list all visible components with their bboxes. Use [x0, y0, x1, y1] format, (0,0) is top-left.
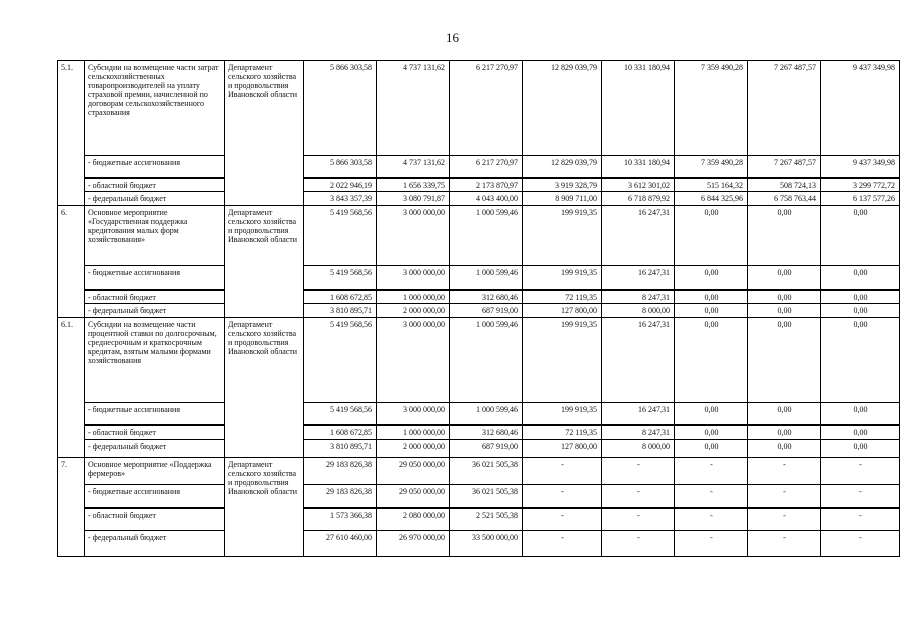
value-cell: 4 737 131,62	[377, 156, 450, 178]
value-cell: 8 000,00	[602, 439, 675, 457]
value-cell: 9 437 349,98	[821, 61, 900, 156]
value-cell: 1 656 339,75	[377, 178, 450, 192]
value-cell: 2 173 870,97	[450, 178, 523, 192]
table-row-main	[58, 206, 900, 266]
value-cell: 0,00	[821, 266, 900, 290]
value-cell: 199 919,35	[523, 266, 602, 290]
value-cell: 2 000 000,00	[377, 303, 450, 317]
value-cell: 5 866 303,58	[304, 61, 377, 156]
value-cell: -	[602, 484, 675, 508]
value-cell: -	[523, 508, 602, 530]
table-row-main	[58, 457, 900, 484]
value-cell: 0,00	[675, 317, 748, 402]
value-cell: 3 612 301,02	[602, 178, 675, 192]
value-cell: 6 758 763,44	[748, 192, 821, 206]
value-cell: -	[675, 508, 748, 530]
value-cell: 10 331 180,94	[602, 61, 675, 156]
value-cell: 2 000 000,00	[377, 439, 450, 457]
value-cell: 0,00	[675, 439, 748, 457]
value-cell: 4 043 400,00	[450, 192, 523, 206]
value-cell: 1 000 599,46	[450, 317, 523, 402]
item-number: 6.	[58, 206, 85, 318]
value-cell: -	[821, 457, 900, 484]
value-cell: 8 247,31	[602, 425, 675, 439]
table-row	[58, 530, 900, 556]
value-cell: 36 021 505,38	[450, 484, 523, 508]
department: Департамент сельского хозяйства и продовольствия Ивановской области	[225, 61, 304, 206]
value-cell: 0,00	[675, 290, 748, 304]
value-cell: 6 844 325,96	[675, 192, 748, 206]
value-cell: -	[602, 530, 675, 556]
value-cell: 0,00	[821, 303, 900, 317]
value-cell: 6 718 879,92	[602, 192, 675, 206]
row-label: - областной бюджет	[85, 290, 225, 304]
value-cell: 199 919,35	[523, 317, 602, 402]
value-cell: 8 909 711,00	[523, 192, 602, 206]
value-cell: 1 000 599,46	[450, 402, 523, 425]
row-label: - бюджетные ассигнования	[85, 484, 225, 508]
table-body	[58, 61, 900, 557]
value-cell: -	[602, 508, 675, 530]
value-cell: -	[821, 508, 900, 530]
value-cell: 3 810 895,71	[304, 439, 377, 457]
value-cell: 8 000,00	[602, 303, 675, 317]
row-label: - бюджетные ассигнования	[85, 156, 225, 178]
value-cell: 0,00	[821, 290, 900, 304]
value-cell: 27 610 460,00	[304, 530, 377, 556]
item-number: 7.	[58, 457, 85, 556]
value-cell: 7 267 487,57	[748, 61, 821, 156]
value-cell: -	[748, 508, 821, 530]
table-row	[58, 290, 900, 304]
value-cell: 0,00	[821, 402, 900, 425]
item-title: Субсидии на возмещение части процентной ставки по долгосрочным, среднесрочным и краткосрочным кредитам, взятым малыми формами хозяйствования	[85, 317, 225, 402]
table-row	[58, 303, 900, 317]
value-cell: 127 800,00	[523, 303, 602, 317]
value-cell: 9 437 349,98	[821, 156, 900, 178]
value-cell: 0,00	[748, 439, 821, 457]
value-cell: 3 000 000,00	[377, 206, 450, 266]
value-cell: -	[748, 530, 821, 556]
value-cell: 16 247,31	[602, 266, 675, 290]
value-cell: 127 800,00	[523, 439, 602, 457]
value-cell: 1 000 000,00	[377, 425, 450, 439]
value-cell: 0,00	[675, 425, 748, 439]
value-cell: 29 183 826,38	[304, 457, 377, 484]
table-row	[58, 178, 900, 192]
value-cell: -	[748, 484, 821, 508]
value-cell: 1 000 599,46	[450, 266, 523, 290]
row-label: - областной бюджет	[85, 508, 225, 530]
value-cell: 3 299 772,72	[821, 178, 900, 192]
value-cell: -	[821, 530, 900, 556]
value-cell: 0,00	[675, 303, 748, 317]
table-row	[58, 484, 900, 508]
value-cell: 3 080 791,87	[377, 192, 450, 206]
value-cell: 0,00	[748, 317, 821, 402]
value-cell: 26 970 000,00	[377, 530, 450, 556]
value-cell: -	[821, 484, 900, 508]
value-cell: 0,00	[675, 402, 748, 425]
value-cell: 199 919,35	[523, 206, 602, 266]
value-cell: 2 022 946,19	[304, 178, 377, 192]
row-label: - областной бюджет	[85, 425, 225, 439]
value-cell: 5 419 568,56	[304, 402, 377, 425]
value-cell: 6 137 577,26	[821, 192, 900, 206]
row-label: - федеральный бюджет	[85, 192, 225, 206]
value-cell: -	[523, 530, 602, 556]
value-cell: 72 119,35	[523, 290, 602, 304]
table-row	[58, 402, 900, 425]
value-cell: 16 247,31	[602, 317, 675, 402]
table-row	[58, 425, 900, 439]
value-cell: 5 419 568,56	[304, 266, 377, 290]
value-cell: 687 919,00	[450, 439, 523, 457]
value-cell: 2 080 000,00	[377, 508, 450, 530]
value-cell: -	[675, 530, 748, 556]
value-cell: 1 608 672,85	[304, 290, 377, 304]
value-cell: 5 866 303,58	[304, 156, 377, 178]
table-row	[58, 192, 900, 206]
value-cell: -	[602, 457, 675, 484]
value-cell: 6 217 270,97	[450, 61, 523, 156]
table-row	[58, 156, 900, 178]
item-title: Субсидии на возмещение части затрат сельскохозяйственных товаропроизводителей на уплату страховой премии, начисленной по договорам сельскохозяйственного страхования	[85, 61, 225, 156]
value-cell: 508 724,13	[748, 178, 821, 192]
row-label: - областной бюджет	[85, 178, 225, 192]
table-row-main	[58, 317, 900, 402]
value-cell: 5 419 568,56	[304, 317, 377, 402]
value-cell: 3 000 000,00	[377, 266, 450, 290]
value-cell: 10 331 180,94	[602, 156, 675, 178]
value-cell: 0,00	[821, 425, 900, 439]
value-cell: 3 000 000,00	[377, 317, 450, 402]
value-cell: 5 419 568,56	[304, 206, 377, 266]
value-cell: 33 500 000,00	[450, 530, 523, 556]
value-cell: 29 183 826,38	[304, 484, 377, 508]
value-cell: 0,00	[821, 206, 900, 266]
value-cell: 3 843 357,39	[304, 192, 377, 206]
item-title: Основное мероприятие «Государственная поддержка кредитования малых форм хозяйствования»	[85, 206, 225, 266]
value-cell: 0,00	[675, 266, 748, 290]
row-label: - федеральный бюджет	[85, 439, 225, 457]
value-cell: -	[748, 457, 821, 484]
value-cell: 0,00	[748, 290, 821, 304]
value-cell: 2 521 505,38	[450, 508, 523, 530]
value-cell: 0,00	[821, 317, 900, 402]
value-cell: 1 608 672,85	[304, 425, 377, 439]
table-row	[58, 508, 900, 530]
row-label: - федеральный бюджет	[85, 530, 225, 556]
value-cell: 0,00	[821, 439, 900, 457]
value-cell: -	[675, 457, 748, 484]
table-row	[58, 439, 900, 457]
value-cell: 36 021 505,38	[450, 457, 523, 484]
value-cell: 1 000 000,00	[377, 290, 450, 304]
value-cell: 687 919,00	[450, 303, 523, 317]
value-cell: 0,00	[748, 425, 821, 439]
value-cell: 515 164,32	[675, 178, 748, 192]
value-cell: 199 919,35	[523, 402, 602, 425]
value-cell: 0,00	[675, 206, 748, 266]
value-cell: -	[675, 484, 748, 508]
value-cell: 3 919 328,79	[523, 178, 602, 192]
value-cell: 0,00	[748, 206, 821, 266]
department: Департамент сельского хозяйства и продовольствия Ивановской области	[225, 317, 304, 457]
value-cell: 4 737 131,62	[377, 61, 450, 156]
table-row-main	[58, 61, 900, 156]
value-cell: 29 050 000,00	[377, 484, 450, 508]
value-cell: 0,00	[748, 266, 821, 290]
value-cell: 312 680,46	[450, 290, 523, 304]
item-number: 5.1.	[58, 61, 85, 206]
value-cell: 16 247,31	[602, 402, 675, 425]
row-label: - бюджетные ассигнования	[85, 266, 225, 290]
value-cell: 0,00	[748, 303, 821, 317]
value-cell: 12 829 039,79	[523, 156, 602, 178]
value-cell: 29 050 000,00	[377, 457, 450, 484]
department: Департамент сельского хозяйства и продовольствия Ивановской области	[225, 206, 304, 318]
value-cell: -	[523, 457, 602, 484]
value-cell: 16 247,31	[602, 206, 675, 266]
item-title: Основное мероприятие «Поддержка фермеров»	[85, 457, 225, 484]
value-cell: 7 359 490,28	[675, 61, 748, 156]
item-number: 6.1.	[58, 317, 85, 457]
table-row	[58, 266, 900, 290]
row-label: - федеральный бюджет	[85, 303, 225, 317]
value-cell: 1 573 366,38	[304, 508, 377, 530]
row-label: - бюджетные ассигнования	[85, 402, 225, 425]
value-cell: 12 829 039,79	[523, 61, 602, 156]
value-cell: 8 247,31	[602, 290, 675, 304]
value-cell: 0,00	[748, 402, 821, 425]
value-cell: 3 000 000,00	[377, 402, 450, 425]
value-cell: 7 359 490,28	[675, 156, 748, 178]
value-cell: 72 119,35	[523, 425, 602, 439]
value-cell: 6 217 270,97	[450, 156, 523, 178]
value-cell: 3 810 895,71	[304, 303, 377, 317]
department: Департамент сельского хозяйства и продовольствия Ивановской области	[225, 457, 304, 556]
value-cell: 312 680,46	[450, 425, 523, 439]
budget-table	[57, 60, 900, 557]
value-cell: -	[523, 484, 602, 508]
value-cell: 7 267 487,57	[748, 156, 821, 178]
value-cell: 1 000 599,46	[450, 206, 523, 266]
page-number: 16	[446, 30, 459, 45]
